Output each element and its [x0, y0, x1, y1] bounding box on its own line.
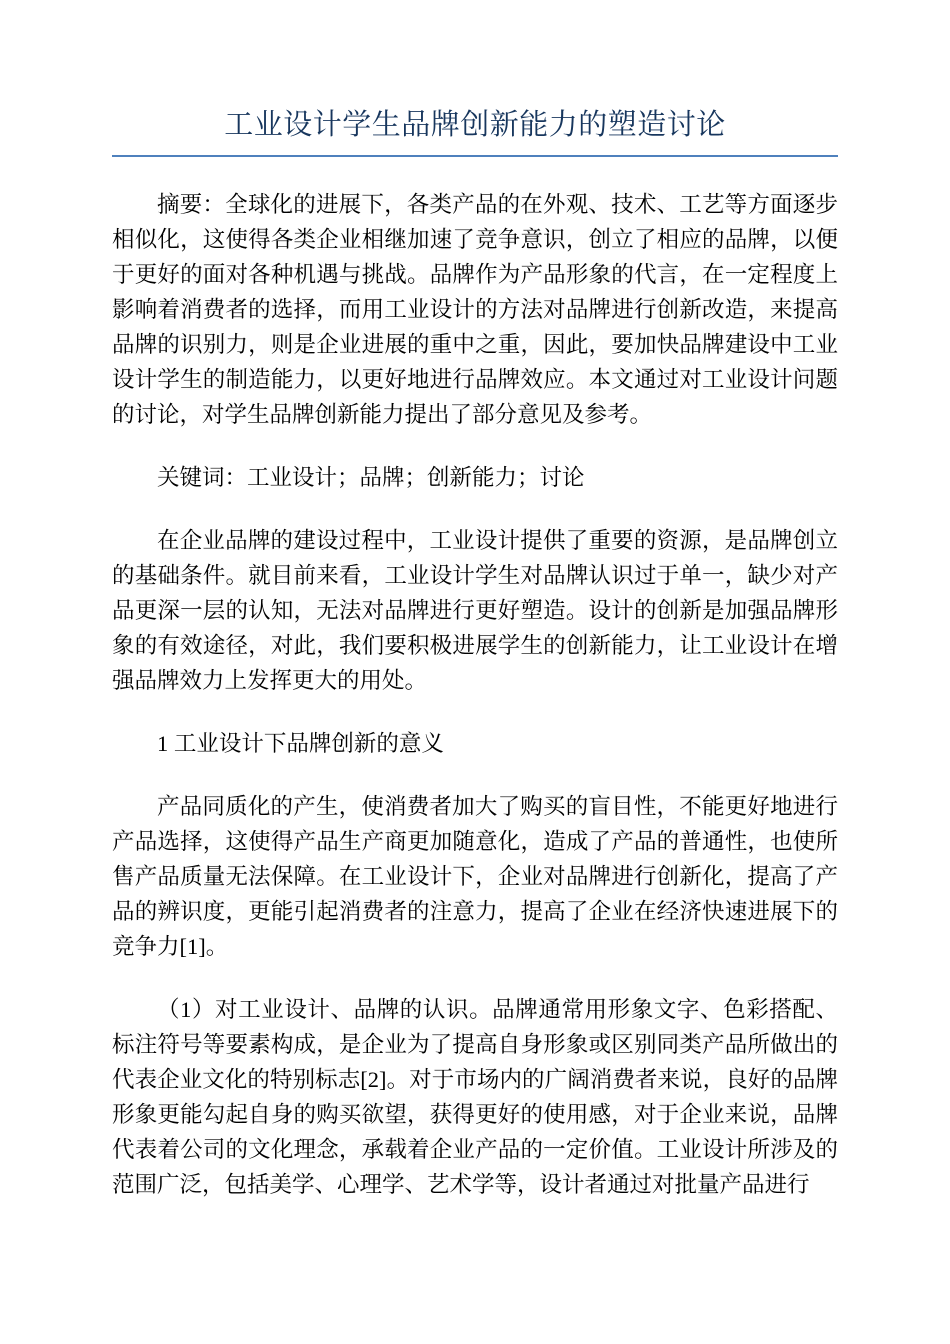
keywords-paragraph: 关键词：工业设计；品牌；创新能力；讨论 [157, 465, 585, 490]
introduction-paragraph: 在企业品牌的建设过程中，工业设计提供了重要的资源，是品牌创立的基础条件。就目前来看，工业设计学生对品牌认识过于单一，缺少对产品更深一层的认知，无法对品牌进行更好塑造。设计的创新是加强品牌形象的有效途径，对此，我们要积极进展学生的创新能力，让工业设计在增强品牌效力上发挥更大的用处。 [112, 528, 838, 693]
section-1-heading: 1 工业设计下品牌创新的意义 [157, 731, 444, 756]
page-title: 工业设计学生品牌创新能力的塑造讨论 [112, 106, 838, 157]
section-1-item-1-paragraph: （1）对工业设计、品牌的认识。品牌通常用形象文字、色彩搭配、标注符号等要素构成，是企业为了提高自身形象或区别同类产品所做出的代表企业文化的特别标志[2]。对于市场内的广阔消费者来说，良好的品牌形象更能勾起自身的购买欲望，获得更好的使用感，对于企业来说，品牌代表着公司的文化理念，承载着企业产品的一定价值。工业设计所涉及的范围广泛，包括美学、心理学、艺术学等，设计者通过对批量产品进行 [112, 997, 838, 1197]
section-1-body-paragraph: 产品同质化的产生，使消费者加大了购买的盲目性，不能更好地进行产品选择，这使得产品生产商更加随意化，造成了产品的普通性，也使所售产品质量无法保障。在工业设计下，企业对品牌进行创新化，提高了产品的辨识度，更能引起消费者的注意力，提高了企业在经济快速进展下的竞争力[1]。 [112, 794, 838, 959]
abstract-paragraph: 摘要：全球化的进展下，各类产品的在外观、技术、工艺等方面逐步相似化，这使得各类企业相继加速了竞争意识，创立了相应的品牌，以便于更好的面对各种机遇与挑战。品牌作为产品形象的代言，在一定程度上影响着消费者的选择，而用工业设计的方法对品牌进行创新改造，来提高品牌的识别力，则是企业进展的重中之重，因此，要加快品牌建设中工业设计学生的制造能力，以更好地进行品牌效应。本文通过对工业设计问题的讨论，对学生品牌创新能力提出了部分意见及参考。 [112, 192, 838, 427]
